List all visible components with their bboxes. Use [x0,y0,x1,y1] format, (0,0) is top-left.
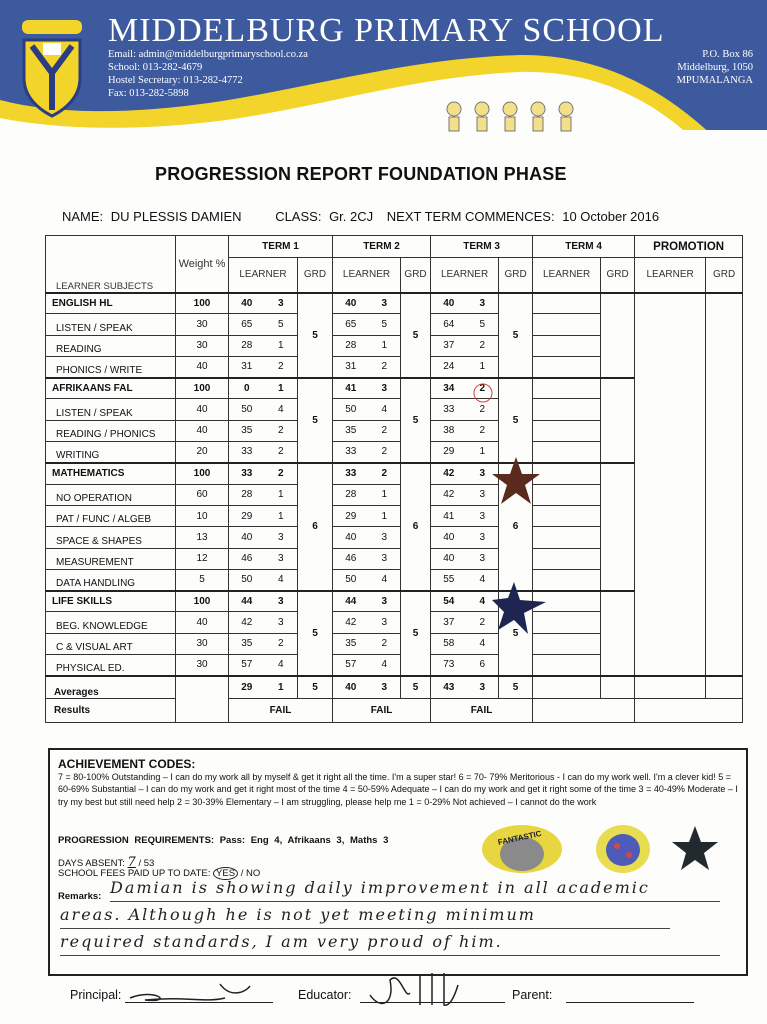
learner-header: LEARNER [533,258,601,293]
grade-value: 6 [298,463,333,591]
learner-score: 33 [333,442,369,463]
fax: Fax: 013-282-5898 [108,88,189,99]
subject-name: DATA HANDLING [46,569,176,590]
learner-score: 28 [333,484,369,505]
subject-name: ENGLISH HL [46,293,176,314]
average-code: 1 [265,676,298,699]
term4-grd-cell [601,463,635,591]
days-absent-label: DAYS ABSENT: [58,858,125,869]
weight-value: 10 [176,505,229,526]
term-header-row [46,236,743,258]
average-grade: 5 [499,676,533,699]
learner-code: 4 [265,655,298,676]
learner-score: 24 [431,356,467,377]
learner-score: 40 [229,527,265,548]
result-value: FAIL [431,699,533,723]
learner-code: 2 [369,356,401,377]
average-code: 3 [467,676,499,699]
results-label: Results [46,699,176,723]
averages-label: Averages [46,676,176,699]
learner-code: 1 [467,442,499,463]
learner-header: LEARNER [431,258,499,293]
table-row [46,293,743,314]
term4-grd-cell [601,293,635,378]
grd-header: GRD [401,258,431,293]
learner-code: 1 [369,505,401,526]
po-box: P.O. Box 86 [702,49,753,60]
learner-code: 2 [265,356,298,377]
weight-value: 30 [176,335,229,356]
average-score: 40 [333,676,369,699]
weight-value: 100 [176,378,229,399]
weight-header: Weight % [176,236,229,293]
learner-code: 3 [369,612,401,633]
learner-score: 40 [431,293,467,314]
learner-score: 0 [229,378,265,399]
results-row [46,699,743,723]
subject-name: LISTEN / SPEAK [46,314,176,335]
learner-class: Gr. 2CJ [329,209,374,224]
province: MPUMALANGA [676,75,753,86]
learner-score: 33 [431,399,467,420]
learner-code: 5 [467,314,499,335]
term4-learner-cell [533,442,601,463]
learner-score: 28 [229,335,265,356]
column-header-row [46,258,743,293]
grade-value: 5 [298,378,333,463]
subject-name: WRITING [46,442,176,463]
term-header: TERM 1 [229,236,333,258]
learner-code: 3 [467,463,499,484]
learner-score: 40 [431,527,467,548]
learner-code: 1 [467,356,499,377]
learner-score: 29 [333,505,369,526]
learner-code: 4 [265,399,298,420]
learner-code: 3 [265,293,298,314]
learner-code: 2 [369,442,401,463]
promotion-result [635,699,743,723]
weight-value: 40 [176,420,229,441]
average-code: 3 [369,676,401,699]
subject-name: READING [46,335,176,356]
grade-value: 6 [401,463,431,591]
grade-value: 5 [401,378,431,463]
averages-weight-blank [176,676,229,723]
postal-address [677,48,753,87]
learner-score: 40 [333,293,369,314]
days-absent-value: 7 [127,855,136,870]
learner-score: 46 [333,548,369,569]
term4-learner-cell [533,655,601,676]
term4-average-cell [533,676,601,699]
learner-score: 35 [333,420,369,441]
learner-score: 58 [431,633,467,654]
learner-code: 3 [467,548,499,569]
subjects-header: LEARNER SUBJECTS [46,258,176,293]
learner-score: 37 [431,612,467,633]
learner-score: 35 [229,420,265,441]
learner-score: 29 [431,442,467,463]
next-term-label: NEXT TERM COMMENCES: [386,209,555,224]
remarks-line-1: Damian is showing daily improvement in all academic [110,878,720,902]
email: Email: admin@middelburgprimaryschool.co.za [108,49,308,60]
learner-score: 50 [333,569,369,590]
average-score: 43 [431,676,467,699]
school-crest-logo [12,18,92,118]
average-grade: 5 [401,676,431,699]
town: Middelburg, 1050 [677,62,753,73]
subject-name: MATHEMATICS [46,463,176,484]
weight-value: 13 [176,527,229,548]
promotion-average-grd [706,676,743,699]
promotion-average-cell [635,676,706,699]
learner-code: 3 [265,612,298,633]
weight-value: 40 [176,399,229,420]
learner-code: 4 [369,655,401,676]
term4-learner-cell [533,505,601,526]
report-title: PROGRESSION REPORT FOUNDATION PHASE [155,164,567,184]
learner-score: 29 [229,505,265,526]
learner-score: 42 [229,612,265,633]
term4-learner-cell [533,420,601,441]
school-name: MIDDELBURG PRIMARY SCHOOL [108,12,665,49]
star-sticker-black [670,824,720,872]
learner-code: 1 [265,505,298,526]
learner-code: 5 [369,314,401,335]
grade-value: 5 [499,591,533,676]
school-phone: School: 013-282-4679 [108,62,203,73]
next-term-date: 10 October 2016 [562,209,660,224]
red-circle-mark [472,382,494,404]
learner-code: 2 [467,335,499,356]
term-header: TERM 2 [333,236,431,258]
principal-signature [125,978,255,1008]
term4-learner-cell [533,633,601,654]
fees-label: SCHOOL FEES PAID UP TO DATE: [58,868,211,879]
subjects-header-blank [46,236,176,258]
average-grade: 5 [298,676,333,699]
term-header: TERM 3 [431,236,533,258]
learner-score: 31 [229,356,265,377]
learner-score: 46 [229,548,265,569]
grd-header: GRD [499,258,533,293]
class-label: CLASS: [275,209,322,224]
learner-score: 40 [333,527,369,548]
result-value: FAIL [333,699,431,723]
learner-code: 3 [369,293,401,314]
parent-signature-line [566,1002,694,1003]
weight-value: 100 [176,591,229,612]
learner-code: 2 [369,420,401,441]
learner-score: 54 [431,591,467,612]
learner-score: 55 [431,569,467,590]
subject-name: C & VISUAL ART [46,633,176,654]
subject-name: LIFE SKILLS [46,591,176,612]
learner-code: 3 [467,505,499,526]
learner-code: 3 [369,548,401,569]
grade-value: 5 [401,293,431,378]
learner-score: 28 [229,484,265,505]
learner-code: 3 [467,293,499,314]
contact-info [108,48,308,100]
educator-label: Educator: [298,988,352,1002]
remarks-line-3: required standards, I am very proud of him. [60,932,720,956]
learner-code: 2 [369,463,401,484]
learner-code: 1 [265,335,298,356]
term4-learner-cell [533,356,601,377]
remarks-line-2: areas. Although he is not yet meeting minimum [60,905,670,929]
learner-code: 3 [265,548,298,569]
fees-no: / NO [240,868,261,879]
learner-code: 4 [369,569,401,590]
term4-learner-cell [533,293,601,314]
learner-score: 57 [229,655,265,676]
learner-code: 1 [369,335,401,356]
weight-value: 12 [176,548,229,569]
learner-score: 42 [431,484,467,505]
learner-score: 44 [333,591,369,612]
term4-average-grd [601,676,635,699]
weight-value: 30 [176,633,229,654]
grade-value: 5 [298,293,333,378]
learner-score: 31 [333,356,369,377]
term4-grd-cell [601,378,635,463]
grade-value: 5 [401,591,431,676]
star-sticker-brown [490,455,542,507]
grade-value: 6 [499,463,533,591]
term4-learner-cell [533,484,601,505]
weight-value: 60 [176,484,229,505]
learner-score: 50 [229,399,265,420]
learner-score: 40 [431,548,467,569]
learner-score: 34 [431,378,467,399]
term4-learner-cell [533,463,601,484]
learner-code: 3 [369,527,401,548]
learner-score: 35 [229,633,265,654]
fees-yes: YES [213,867,238,880]
learner-code: 3 [265,527,298,548]
learner-code: 3 [265,591,298,612]
term4-learner-cell [533,335,601,356]
learner-score: 40 [229,293,265,314]
grade-value: 5 [499,378,533,463]
learner-code: 3 [369,591,401,612]
learner-code: 2 [467,378,499,399]
weight-value: 100 [176,293,229,314]
learner-code: 5 [265,314,298,335]
learner-score: 41 [333,378,369,399]
learner-score: 73 [431,655,467,676]
learner-code: 2 [265,463,298,484]
achievement-codes-text: 7 = 80-100% Outstanding – I can do my work all by myself & get it right all the time. I'm a super star! 6 = 70- 79% Meritorious - I can do my work well. I'm a clever kid! 5 = 60-69% Substantial – I can do my work and get it right most of the time 4 = 50-59% Adequate – I can do my work and get it right some of the time 3 = 40-49% Moderate – I try my best but still need help 2 = 30-39% Elementary – I am struggling, please help me 1 = 0-29% Not achieved – I cannot do the work [58,772,738,807]
learner-score: 33 [229,463,265,484]
weight-value: 30 [176,314,229,335]
achievement-codes-title: ACHIEVEMENT CODES: [58,757,196,771]
fantastic-sticker [480,824,564,874]
learner-code: 2 [369,633,401,654]
learner-code: 2 [467,420,499,441]
attendance [58,855,261,879]
learner-code: 3 [369,378,401,399]
learner-header: LEARNER [333,258,401,293]
subject-name: NO OPERATION [46,484,176,505]
weight-value: 20 [176,442,229,463]
learner-score: 50 [229,569,265,590]
learner-score: 44 [229,591,265,612]
learner-code: 3 [467,527,499,548]
learner-score: 33 [229,442,265,463]
learner-code: 2 [265,633,298,654]
term4-learner-cell [533,314,601,335]
learner-score: 42 [333,612,369,633]
hostel-phone: Hostel Secretary: 013-282-4772 [108,75,243,86]
star-sticker-navy [490,580,548,636]
learner-header: LEARNER [229,258,298,293]
subject-name: PAT / FUNC / ALGEB [46,505,176,526]
weight-value: 40 [176,356,229,377]
weight-value: 40 [176,612,229,633]
averages-row [46,676,743,699]
subject-name: SPACE & SHAPES [46,527,176,548]
weight-value: 100 [176,463,229,484]
days-total: / 53 [138,858,155,869]
learner-code: 2 [467,612,499,633]
grade-value: 5 [499,293,533,378]
term4-learner-cell [533,548,601,569]
learner-code: 4 [369,399,401,420]
progression-requirements: PROGRESSION REQUIREMENTS: Pass: Eng 4, Afrikaans 3, Maths 3 [58,835,389,846]
educator-signature [360,965,470,1015]
term4-learner-cell [533,527,601,548]
term4-result [533,699,635,723]
children-illustration [440,100,585,142]
subject-name: BEG. KNOWLEDGE [46,612,176,633]
weight-value: 5 [176,569,229,590]
grd-header: GRD [298,258,333,293]
subject-name: PHYSICAL ED. [46,655,176,676]
subject-name: AFRIKAANS FAL [46,378,176,399]
weight-value: 30 [176,655,229,676]
learner-code: 1 [265,484,298,505]
promotion-grd-cell [706,293,743,676]
learner-name: DU PLESSIS DAMIEN [110,209,242,224]
learner-score: 28 [333,335,369,356]
learner-code: 2 [265,442,298,463]
term4-grd-cell [601,591,635,676]
learner-score: 35 [333,633,369,654]
average-score: 29 [229,676,265,699]
learner-code: 2 [467,399,499,420]
svg-text:FANTASTIC: FANTASTIC [497,828,543,847]
term4-learner-cell [533,399,601,420]
learner-code: 1 [369,484,401,505]
subject-name: PHONICS / WRITE [46,356,176,377]
term4-learner-cell [533,378,601,399]
learner-score: 50 [333,399,369,420]
learner-score: 42 [431,463,467,484]
learner-code: 3 [467,484,499,505]
grd-header: GRD [601,258,635,293]
term-header: TERM 4 [533,236,635,258]
learner-code: 1 [265,378,298,399]
learner-code: 4 [467,633,499,654]
grd-header: GRD [706,258,743,293]
subject-name: READING / PHONICS [46,420,176,441]
term-header: PROMOTION [635,236,743,258]
learner-code: 2 [265,420,298,441]
achievement-codes-box [48,748,748,976]
learner-score: 64 [431,314,467,335]
results-table [45,235,743,723]
grade-value: 5 [298,591,333,676]
subject-name: MEASUREMENT [46,548,176,569]
frog-sticker [595,824,651,874]
learner-code: 4 [467,569,499,590]
remarks-label: Remarks: [58,891,102,902]
learner-score: 38 [431,420,467,441]
learner-score: 37 [431,335,467,356]
learner-code: 4 [467,591,499,612]
learner-info [62,209,663,224]
name-label: NAME: [62,209,104,224]
learner-header: LEARNER [635,258,706,293]
parent-label: Parent: [512,988,553,1002]
learner-code: 6 [467,655,499,676]
principal-label: Principal: [70,988,122,1002]
subject-name: LISTEN / SPEAK [46,399,176,420]
learner-score: 65 [333,314,369,335]
learner-code: 4 [265,569,298,590]
promotion-learner-cell [635,293,706,676]
learner-score: 65 [229,314,265,335]
learner-score: 57 [333,655,369,676]
result-value: FAIL [229,699,333,723]
learner-score: 33 [333,463,369,484]
learner-score: 41 [431,505,467,526]
